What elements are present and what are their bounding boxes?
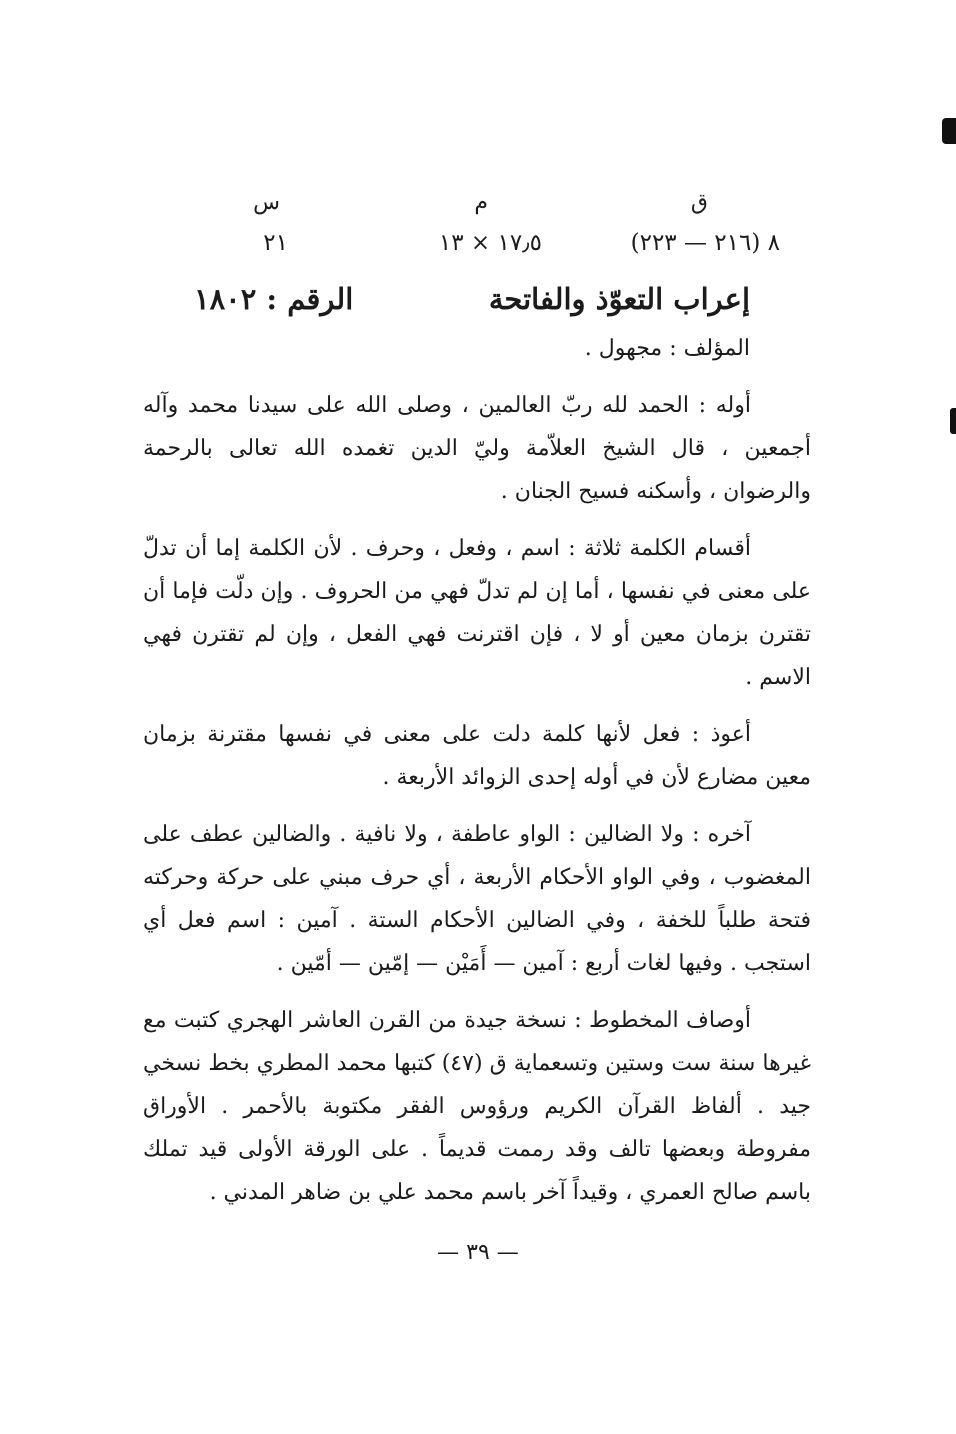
meta-value-m: ١٧٫٥ × ١٣ [438, 230, 542, 256]
meta-value-q: ٨ (٢١٦ — ٢٢٣) [630, 230, 780, 256]
description-body [143, 384, 811, 1228]
meta-header-q: ق [690, 190, 708, 215]
paragraph-aoudhu: أعوذ : فعل لأنها كلمة دلت على معنى في نفسها مقترنة بزمان معين مضارع لأن في أوله إحدى الزوائد الأربعة . [143, 722, 811, 790]
meta-value-s: ٢١ [263, 230, 288, 256]
meta-header-s: س [253, 190, 280, 215]
author-line: المؤلف : مجهول . [584, 336, 750, 361]
scan-edge-mark [950, 408, 956, 434]
paragraph-word-classes: أقسام الكلمة ثلاثة : اسم ، وفعل ، وحرف . لأن الكلمة إما أن تدلّ على معنى في نفسها ، أما إن لم تدلّ فهي من الحروف . وإن دلّت فإما أن تقترن بزمان معين أو لا ، فإن اقترنت فهي الفعل ، وإن لم تقترن فهي الاسم . [143, 536, 811, 690]
page-number: — ٣٩ — [437, 1240, 519, 1265]
manuscript-title: إعراب التعوّذ والفاتحة [488, 282, 750, 316]
scan-edge-mark [942, 118, 956, 144]
meta-header-m: م [474, 190, 488, 215]
paragraph-ending: آخره : ولا الضالين : الواو عاطفة ، ولا نافية . والضالين عطف على المغضوب ، وفي الواو الأحكام الأربعة ، أي حرف مبني على حركة وحركته فتحة طلباً للخفة ، وفي الضالين الأحكام الستة . آمين : اسم فعل أي استجب . وفيها لغات أربع : آمين — أَمَيْن — إمّين — أمّين . [143, 822, 811, 976]
paragraph-opening: أوله : الحمد لله ربّ العالمين ، وصلى الله على سيدنا محمد وآله أجمعين ، قال الشيخ العلاّمة وليّ الدين تغمده الله تعالى بالرحمة والرضوان ، وأسكنه فسيح الجنان . [143, 393, 811, 504]
catalog-number: الرقم : ١٨٠٢ [194, 282, 354, 316]
paragraph-manuscript-description: أوصاف المخطوط : نسخة جيدة من القرن العاشر الهجري كتبت مع غيرها سنة ست وستين وتسعماية ق (٤٧) كتبها محمد المطري بخط نسخي جيد . ألفاظ القرآن الكريم ورؤوس الفقر مكتوبة بالأحمر . الأوراق مفروطة وبعضها تالف وقد رممت قديماً . على الورقة الأولى قيد تملك باسم صالح العمري ، وقيداً آخر باسم محمد علي بن ضاهر المدني . [143, 1008, 811, 1205]
